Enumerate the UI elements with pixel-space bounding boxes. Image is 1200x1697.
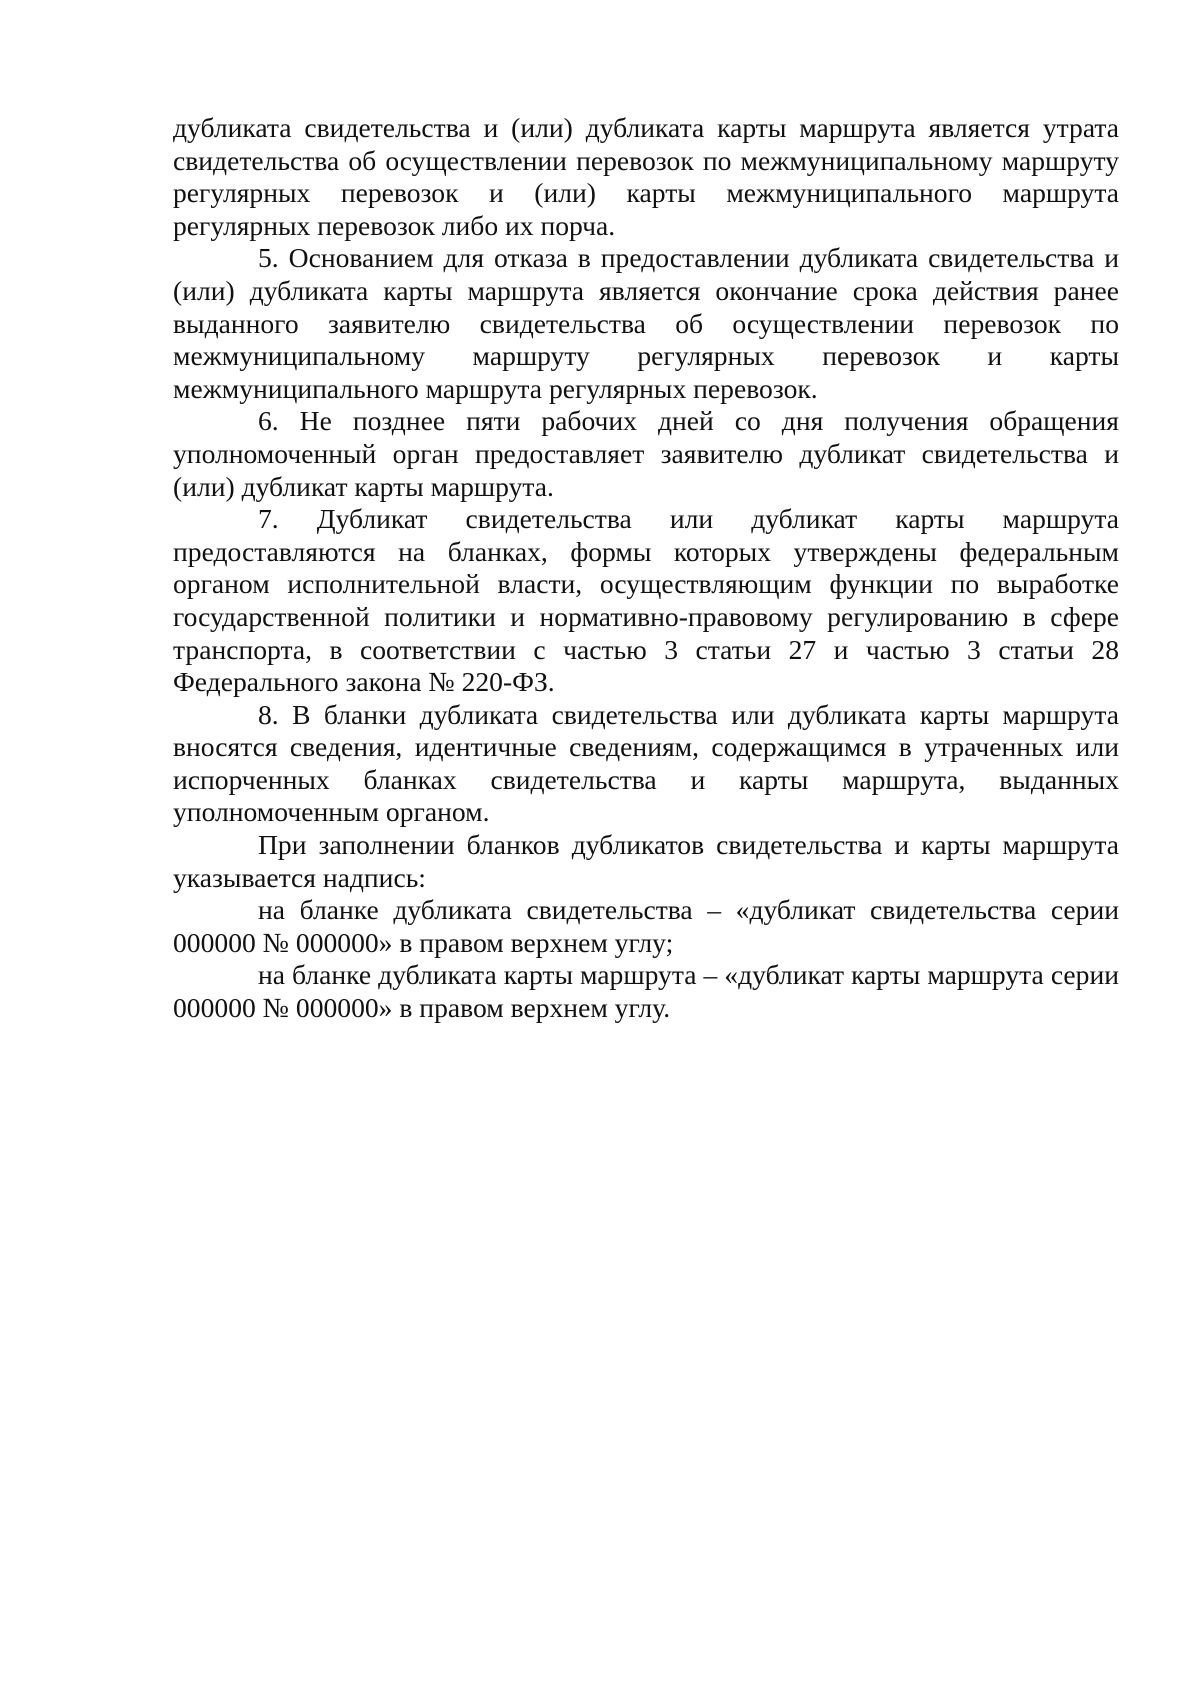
document-body [173,112,1119,1025]
paragraph-item-6: 6. Не позднее пяти рабочих дней со дня получения обращения уполномоченный орган предоставляет заявителю дубликат свидетельства и (или) дубликат карты маршрута. [173,405,1119,502]
paragraph-continuation: дубликата свидетельства и (или) дубликата карты маршрута является утрата свидетельства об осуществлении перевозок по межмуниципальному маршруту регулярных перевозок и (или) карты межмуниципального маршрута регулярных перевозок либо их порча. [173,112,1119,241]
paragraph-certificate-inscription: на бланке дубликата свидетельства – «дубликат свидетельства серии 000000 № 000000» в правом верхнем углу; [173,894,1119,958]
paragraph-item-7: 7. Дубликат свидетельства или дубликат карты маршрута предоставляются на бланках, формы которых утверждены федеральным органом исполнительной власти, осуществляющим функции по выработке государственной политики и нормативно-правовому регулированию в сфере транспорта, в соответствии с частью 3 статьи 27 и частью 3 статьи 28 Федерального закона № 220-ФЗ. [173,503,1119,698]
paragraph-item-5: 5. Основанием для отказа в предоставлении дубликата свидетельства и (или) дубликата карты маршрута является окончание срока действия ранее выданного заявителю свидетельства об осуществлении перевозок по межмуниципальному маршруту регулярных перевозок и карты межмуниципального маршрута регулярных перевозок. [173,242,1119,404]
paragraph-route-card-inscription: на бланке дубликата карты маршрута – «дубликат карты маршрута серии 000000 № 000000» в правом верхнем углу. [173,959,1119,1024]
paragraph-item-8: 8. В бланки дубликата свидетельства или дубликата карты маршрута вносятся сведения, идентичные сведениям, содержащимся в утраченных или испорченных бланках свидетельства и карты маршрута, выданных уполномоченным органом. [173,698,1119,828]
paragraph-filling-note: При заполнении бланков дубликатов свидетельства и карты маршрута указывается надпись: [173,829,1119,893]
